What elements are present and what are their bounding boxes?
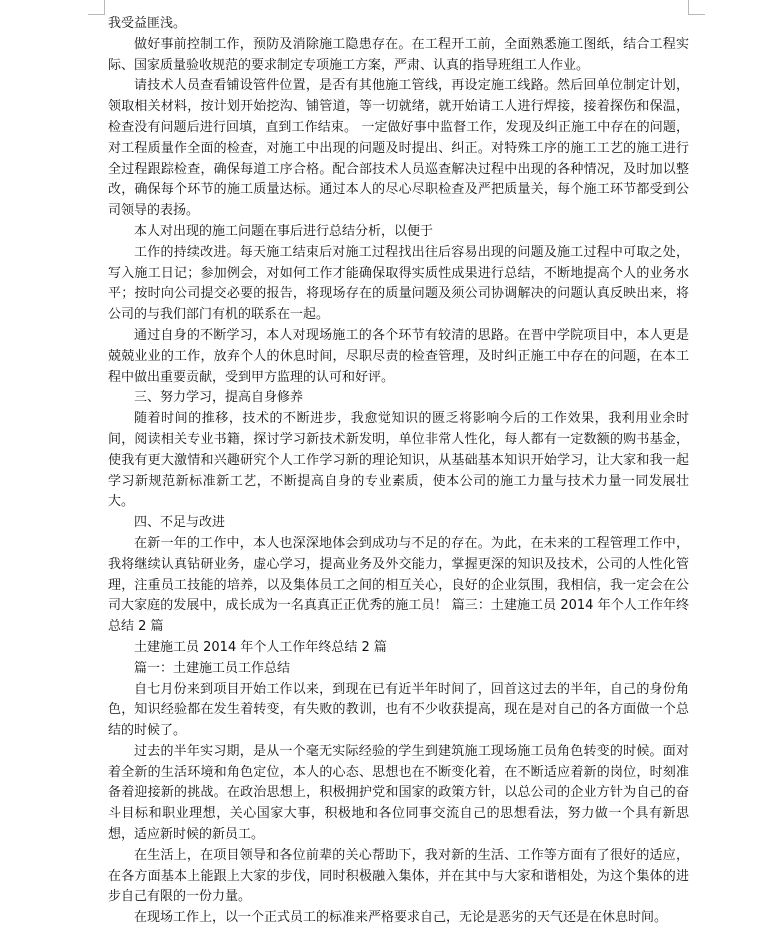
paragraph: 土建施工员 2014 年个人工作年终总结 2 篇 — [134, 639, 387, 655]
paragraph: 三、努力学习，提高自身修养 — [134, 390, 304, 406]
paragraph: 随着时间的推移，技术的不断进步，我愈觉知识的匮乏将影响今后的工作效果，我利用业余时间，阅读相关专业书籍，探讨学习新技术新发明，单位非常人性化，每人都有一定数额的购书基金，使我有更大激情和兴趣研究个人工作学习新的理论知识，从基础基本知识开始学习，让大家和我一起学习新规范新标准新工艺，不断提高自身的专业素质，使本公司的施工力量与技术力量一同发展壮大。 — [108, 411, 689, 510]
paragraph: 在生活上，在项目领导和各位前辈的关心帮助下，我对新的生活、工作等方面有了很好的适应，在各方面基本上能跟上大家的步伐，同时积极融入集体，并在其中与大家和谐相处，为这个集体的进步自己有限的一份力量。 — [108, 847, 689, 905]
paragraph: 我受益匪浅。 — [108, 16, 187, 31]
paragraph: 在现场工作上，以一个正式员工的标准来严格要求自己，无论是恶劣的天气还是在休息时间。 — [134, 910, 668, 926]
paragraph: 篇一：土建施工员工作总结 — [134, 660, 291, 676]
paragraph: 在新一年的工作中，本人也深深地体会到成功与不足的存在。为此，在未来的工程管理工作中，我将继续认真钻研业务，虚心学习，提高业务及外交能力，掌握更深的知识及技术，公司的人性化管理，注重员工技能的培养，以及集体员工之间的相互关心，良好的企业氛围，我相信，我一定会在公司大家庭的发展中，成长成为一名真真正正优秀的施工员！ 篇三：土建施工员 2014 年个人工作年终总结 2 篇 — [108, 535, 689, 635]
page-corner-mark-left — [88, 0, 105, 15]
paragraph: 自七月份来到项目开始工作以来，到现在已有近半年时间了，回首这过去的半年，自己的身份角色，知识经验都在发生着转变，有失败的教训，也有不少收获提高，现在是对自己的各方面做一个总结的时候了。 — [108, 681, 689, 739]
paragraph: 四、不足与改进 — [134, 515, 226, 531]
paragraph: 通过自身的不断学习，本人对现场施工的各个环节有较清的思路。在晋中学院项目中，本人更是兢兢业业的工作，放弃个人的休息时间，尽职尽责的检查管理，及时纠正施工中存在的问题，在本工程中做出重要贡献，受到甲方监理的认可和好评。 — [108, 327, 689, 385]
page-corner-mark-right — [688, 0, 705, 15]
paragraph: 请技术人员查看铺设管件位置，是否有其他施工管线，再设定施工线路。然后回单位制定计划，领取相关材料，按计划开始挖沟、铺管道，等一切就绪，就开始请工人进行焊接，接着探伤和保温，检查没有问题后进行回填，直到工作结束。 一定做好事中监督工作，发现及纠正施工中存在的问题，对工程质量作全面的检查，对施工中出现的问题及时提出、纠正。对特殊工序的施工工艺的施工进行全过程跟踪检查，确保每道工序合格。配合部技术人员巡查解决过程中出现的各种情况，及时加以整改，确保每个环节的施工质量达标。通过本人的尽心尽职检查及严把质量关，每个施工环节都受到公司领导的表扬。 — [108, 78, 689, 219]
paragraph: 过去的半年实习期，是从一个毫无实际经验的学生到建筑施工现场施工员角色转变的时候。面对着全新的生活环境和角色定位，本人的心态、思想也在不断变化着，在不断适应着新的岗位，时刻准备着迎接新的挑战。在政治思想上，积极拥护党和国家的政策方针，以总公司的企业方针为自己的奋斗目标和职业理想，关心国家大事，积极地和各位同事交流自己的思想看法，努力做一个具有新思想，适应新时候的新员工。 — [108, 743, 689, 843]
paragraph: 做好事前控制工作，预防及消除施工隐患存在。在工程开工前，全面熟悉施工图纸，结合工程实际、国家质量验收规范的要求制定专项施工方案，严肃、认真的指导班组工人作业。 — [108, 36, 689, 73]
paragraph: 工作的持续改进。每天施工结束后对施工过程找出往后容易出现的问题及施工过程中可取之处，写入施工日记；参加例会，对如何工作才能确保取得实质性成果进行总结，不断地提高个人的业务水平；按时向公司提交必要的报告，将现场存在的质量问题及须公司协调解决的问题认真反映出来，将公司的与我们部门有机的联系在一起。 — [108, 244, 689, 323]
document-body — [108, 14, 689, 929]
paragraph: 本人对出现的施工问题在事后进行总结分析，以便于 — [134, 223, 434, 239]
